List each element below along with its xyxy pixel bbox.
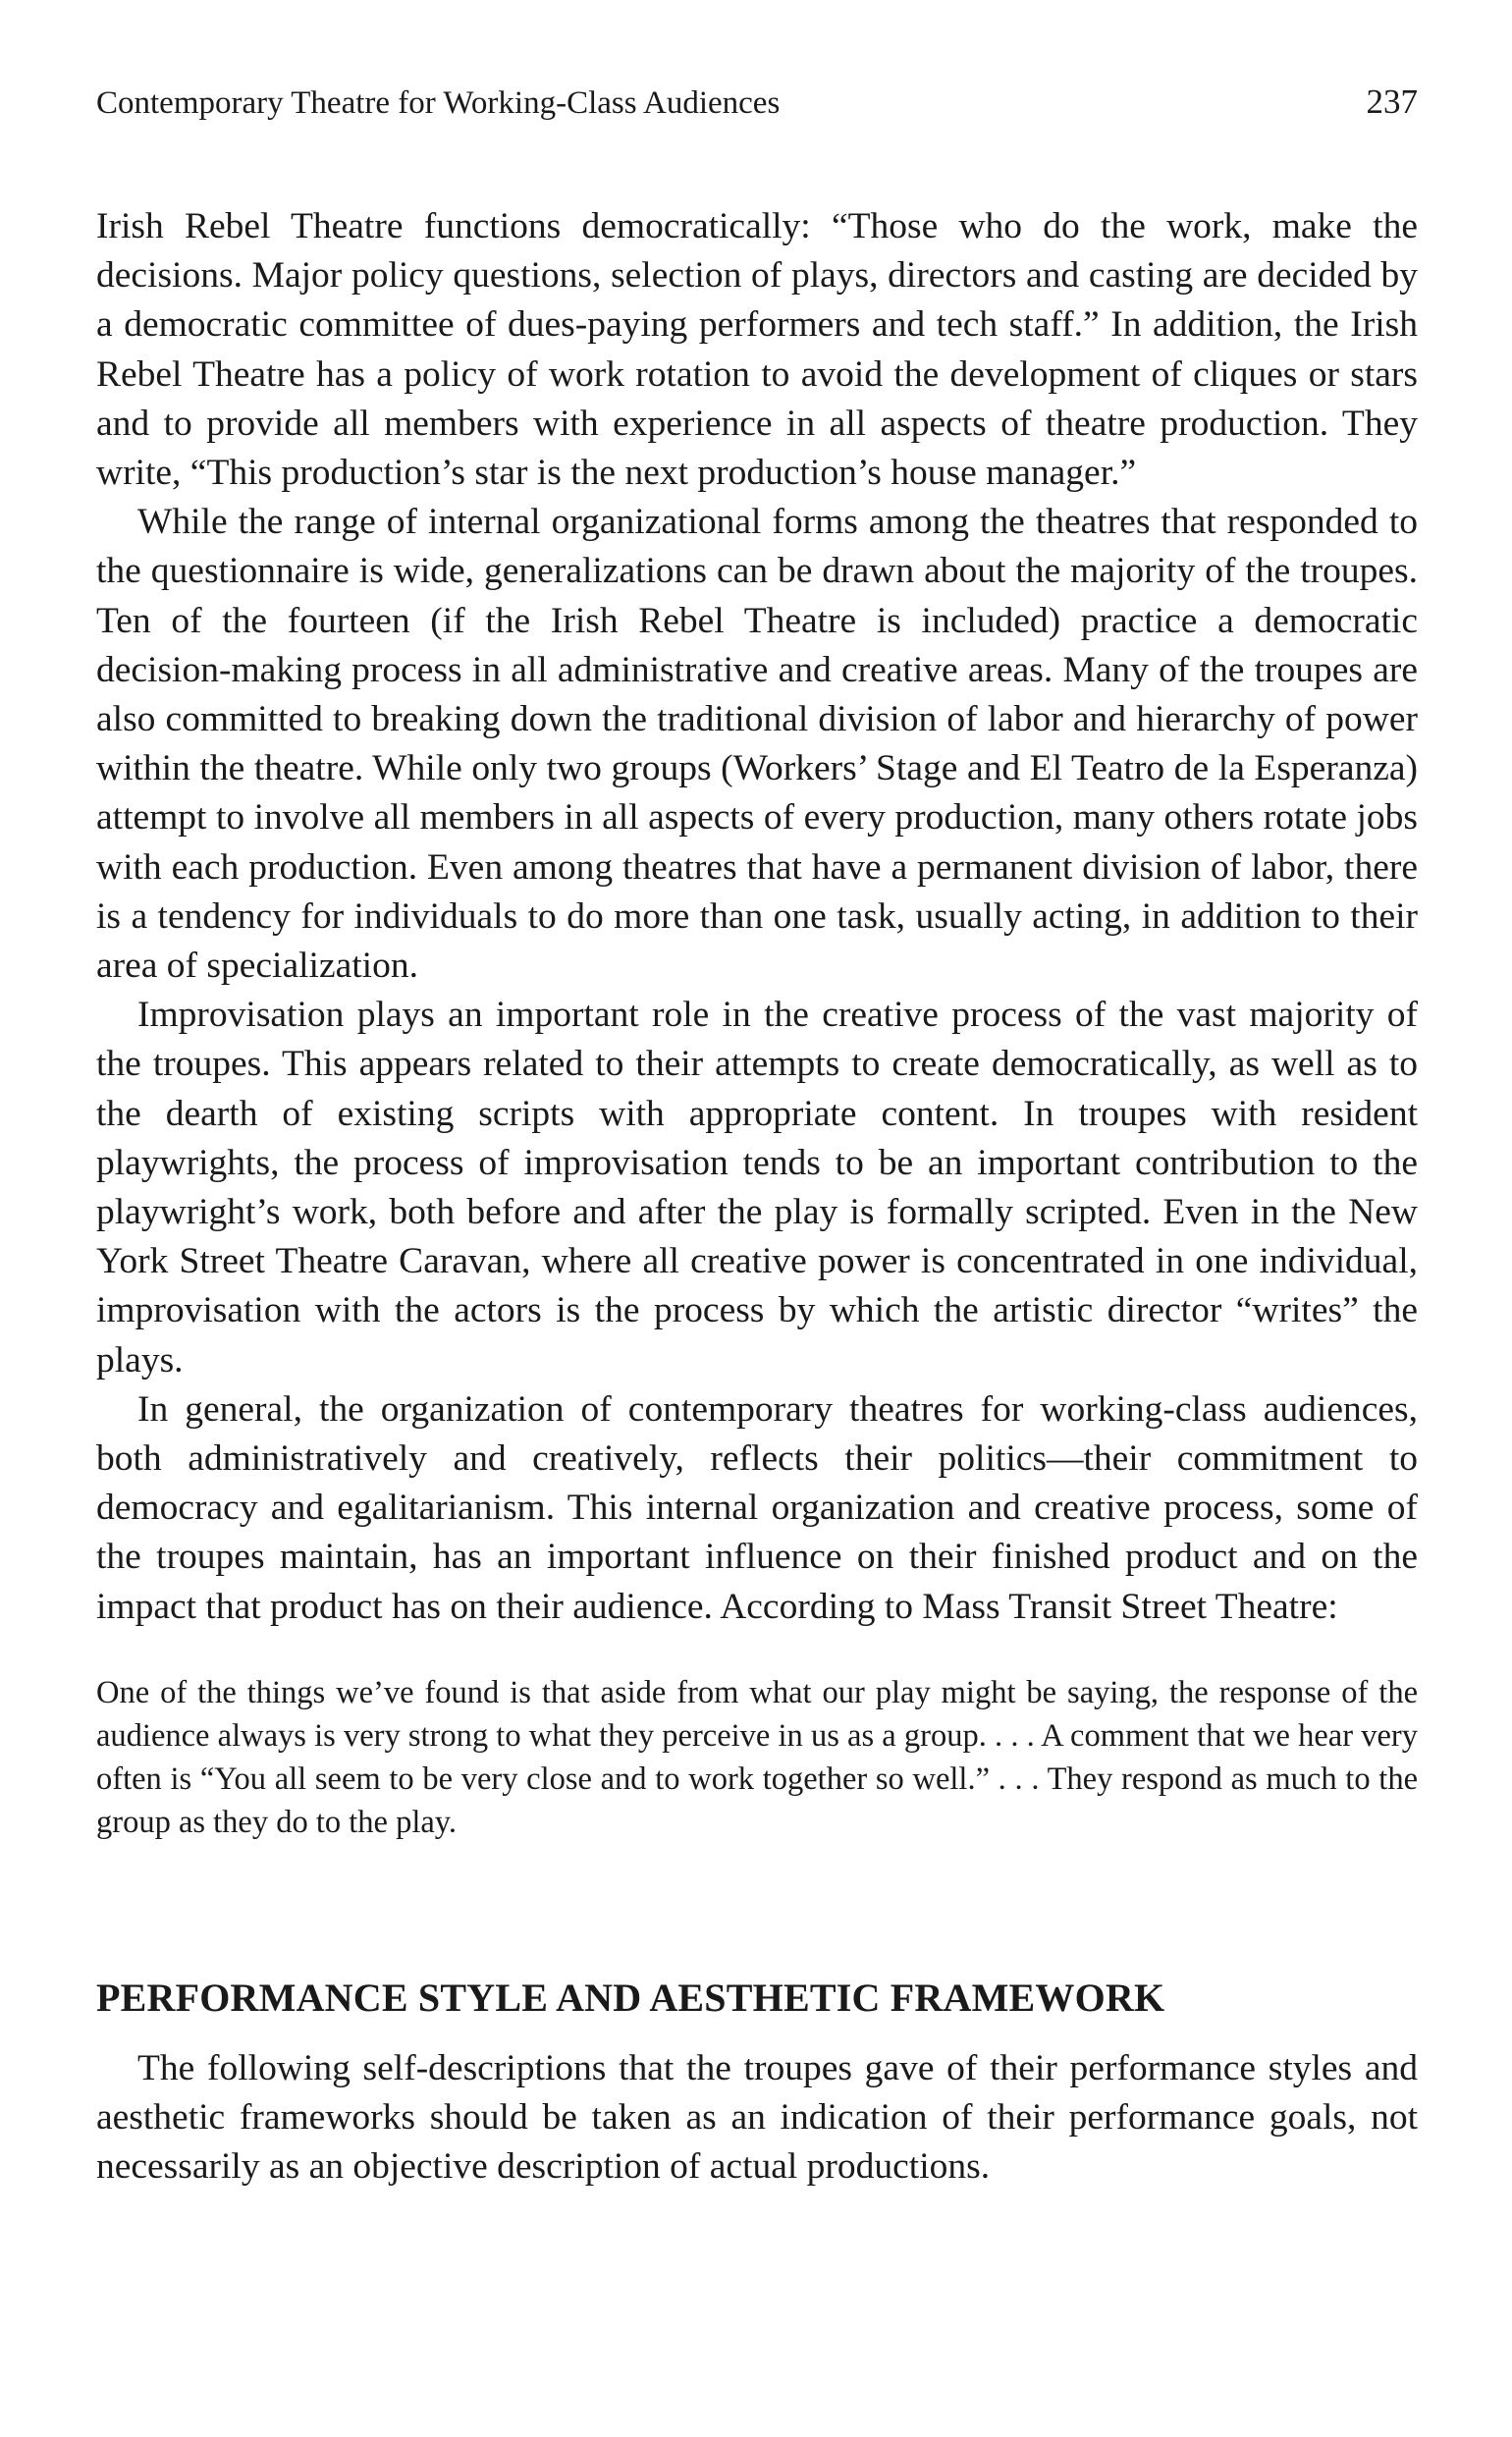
paragraph-performance-style: The following self-descriptions that the troupes gave of their performance styles and aesthetic frameworks should be taken as an indication of their performance goals, not necessarily as an objective description of actual productions.: [96, 2047, 1418, 2188]
paragraph-irish-rebel-theatre: Irish Rebel Theatre functions democratically: “Those who do the work, make the decisions. Major policy questions, selection of plays, directors and casting are decided by a democratic committee of dues-paying performers and tech staff.” In addition, the Irish Rebel Theatre has a policy of work rotation to avoid the development of cliques or stars and to provide all members with experience in all aspects of theatre production. They write, “This production’s star is the next production’s house manager.”: [96, 206, 1418, 494]
section-heading: PERFORMANCE STYLE AND AESTHETIC FRAMEWORK: [96, 1975, 1165, 2020]
paragraph-organizational-forms: While the range of internal organizational forms among the theatres that responded to the questionnaire is wide, generalizations can be drawn about the majority of the troupes. Ten of the fourteen (if the Irish Rebel Theatre is included) practice a democratic decision-making process in all administrative and creative areas. Many of the troupes are also committed to breaking down the traditional division of labor and hierarchy of power within the theatre. While only two groups (Workers’ Stage and El Teatro de la Esperanza) attempt to involve all members in all aspects of every production, many others rotate jobs with each production. Even among theatres that have a permanent division of labor, there is a tendency for individuals to do more than one task, usually acting, in addition to their area of specialization.: [96, 502, 1418, 987]
running-head: [96, 82, 1418, 130]
running-title: Contemporary Theatre for Working-Class Audiences: [96, 85, 781, 121]
paragraph-improvisation: Improvisation plays an important role in the creative process of the vast majority of the troupes. This appears related to their attempts to create democratically, as well as to the dearth of existing scripts with appropriate content. In troupes with resident playwrights, the process of improvisation tends to be an important contribution to the playwright’s work, both before and after the play is formally scripted. Even in the New York Street Theatre Caravan, where all creative power is concentrated in one individual, improvisation with the actors is the process by which the artistic director “writes” the plays.: [96, 995, 1418, 1381]
page-number: 237: [1366, 82, 1418, 121]
book-page: [96, 82, 1418, 2193]
paragraph-organization-politics: In general, the organization of contemporary theatres for working-class audiences, both administratively and creatively, reflects their politics—their commitment to democracy and egalitarianism. This internal organization and creative process, some of the troupes maintain, has an important influence on their finished product and on the impact that product has on their audience. According to Mass Transit Street Theatre:: [96, 1388, 1418, 1627]
block-quote: One of the things we’ve found is that aside from what our play might be saying, the response of the audience always is very strong to what they perceive in us as a group. . . . A comment that we hear very often is “You all seem to be very close and to work together so well.” . . . They respond as much to the group as they do to the play.: [96, 1674, 1418, 1840]
